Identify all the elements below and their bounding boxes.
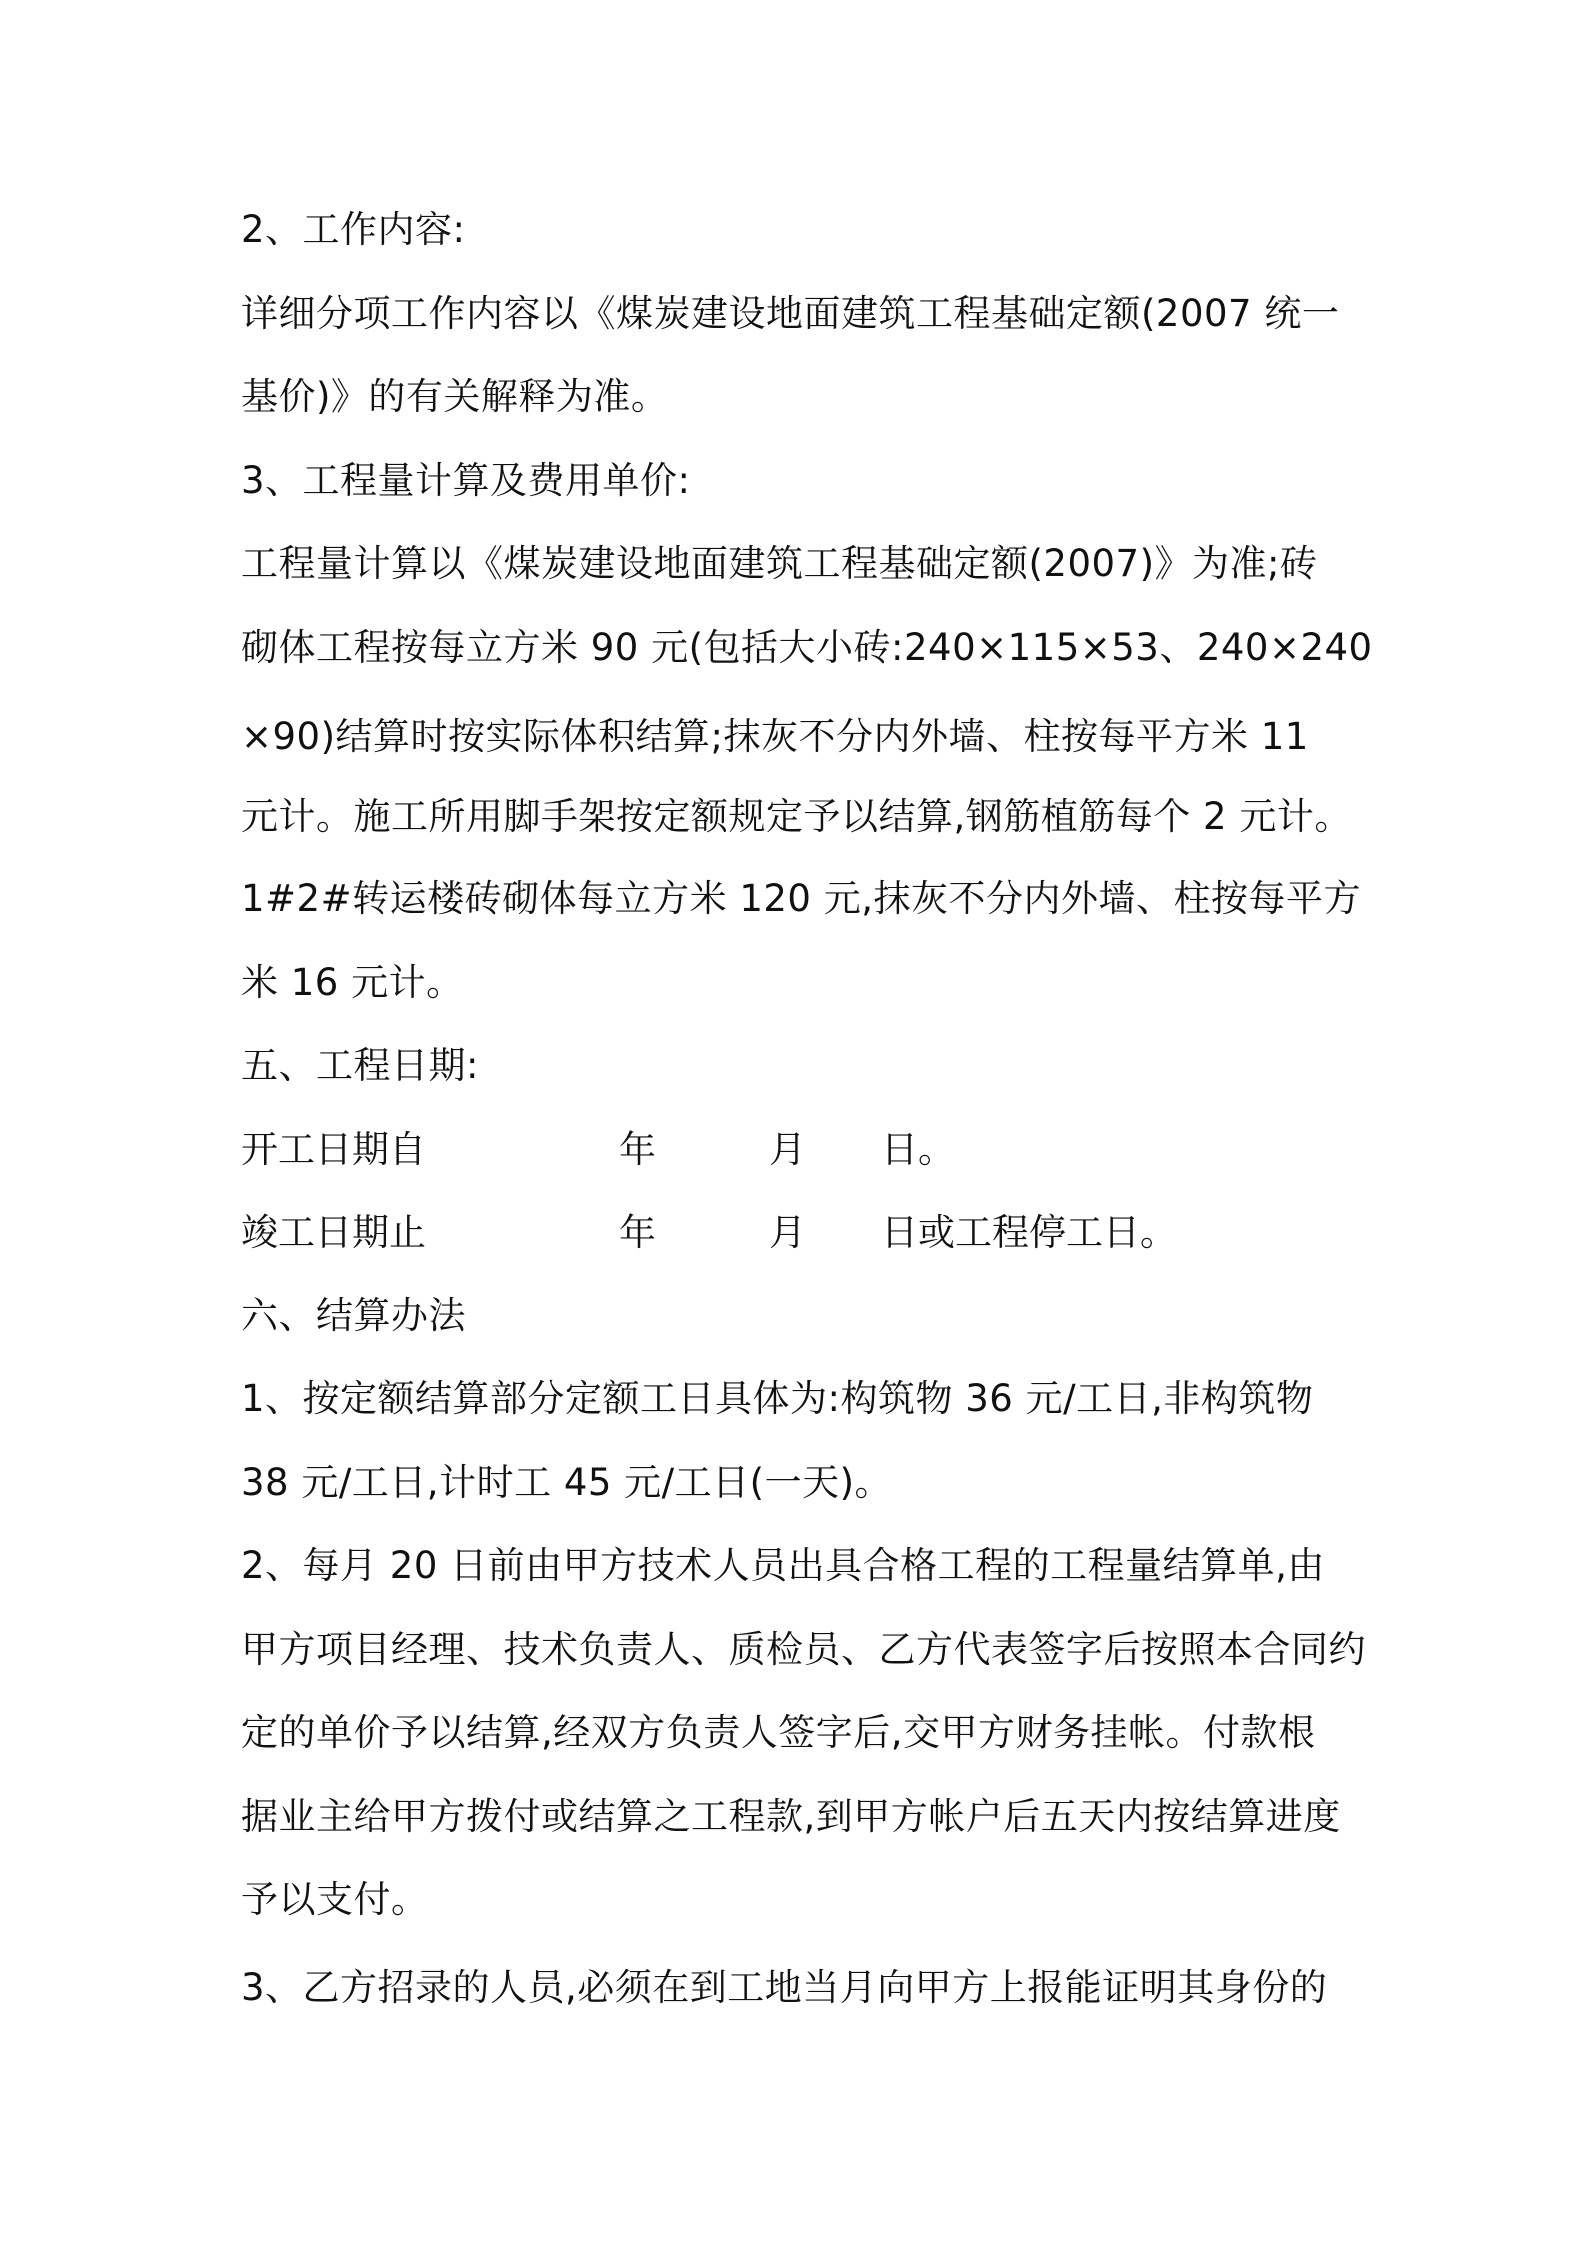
end-date-row <box>241 1207 1361 1259</box>
paragraph-line: 1#2#转运楼砖砌体每立方米 120 元,抹灰不分内外墙、柱按每平方 <box>241 877 1361 920</box>
paragraph-line: 详细分项工作内容以《煤炭建设地面建筑工程基础定额(2007 统一 <box>241 292 1340 335</box>
start-date-year: 年 <box>619 1128 656 1171</box>
paragraph-line: 米 16 元计。 <box>241 961 464 1004</box>
paragraph-line: 砌体工程按每立方米 90 元(包括大小砖:240×115×53、240×240 <box>241 626 1373 669</box>
section-heading-work-dates: 五、工程日期: <box>241 1044 479 1087</box>
paragraph-line: 38 元/工日,计时工 45 元/工日(一天)。 <box>241 1461 893 1504</box>
section-heading-work-content: 2、工作内容: <box>241 208 466 251</box>
start-date-row <box>241 1124 1361 1176</box>
paragraph-line: ×90)结算时按实际体积结算;抹灰不分内外墙、柱按每平方米 11 <box>241 715 1309 758</box>
paragraph-line: 基价)》的有关解释为准。 <box>241 375 669 418</box>
paragraph-line: 据业主给甲方拨付或结算之工程款,到甲方帐户后五天内按结算进度 <box>241 1795 1341 1838</box>
paragraph-line: 1、按定额结算部分定额工日具体为:构筑物 36 元/工日,非构筑物 <box>241 1377 1314 1420</box>
paragraph-line: 甲方项目经理、技术负责人、质检员、乙方代表签字后按照本合同约 <box>241 1628 1366 1671</box>
paragraph-line: 元计。施工所用脚手架按定额规定予以结算,钢筋植筋每个 2 元计。 <box>241 795 1352 838</box>
paragraph-line: 定的单价予以结算,经双方负责人签字后,交甲方财务挂帐。付款根 <box>241 1711 1316 1754</box>
paragraph-line: 2、每月 20 日前由甲方技术人员出具合格工程的工程量结算单,由 <box>241 1544 1325 1587</box>
paragraph-line: 予以支付。 <box>241 1878 429 1921</box>
paragraph-line: 3、乙方招录的人员,必须在到工地当月向甲方上报能证明其身份的 <box>241 1966 1328 2009</box>
start-date-month: 月 <box>769 1128 806 1171</box>
paragraph-line: 工程量计算以《煤炭建设地面建筑工程基础定额(2007)》为准;砖 <box>241 542 1318 585</box>
end-date-label: 竣工日期止 <box>241 1211 426 1254</box>
end-date-year: 年 <box>619 1211 656 1254</box>
start-date-label: 开工日期自 <box>241 1128 426 1171</box>
end-date-day: 日或工程停工日。 <box>881 1211 1177 1254</box>
start-date-day: 日。 <box>881 1128 955 1171</box>
section-heading-settlement: 六、结算办法 <box>241 1294 466 1337</box>
end-date-month: 月 <box>769 1211 806 1254</box>
section-heading-quantity-pricing: 3、工程量计算及费用单价: <box>241 459 691 502</box>
